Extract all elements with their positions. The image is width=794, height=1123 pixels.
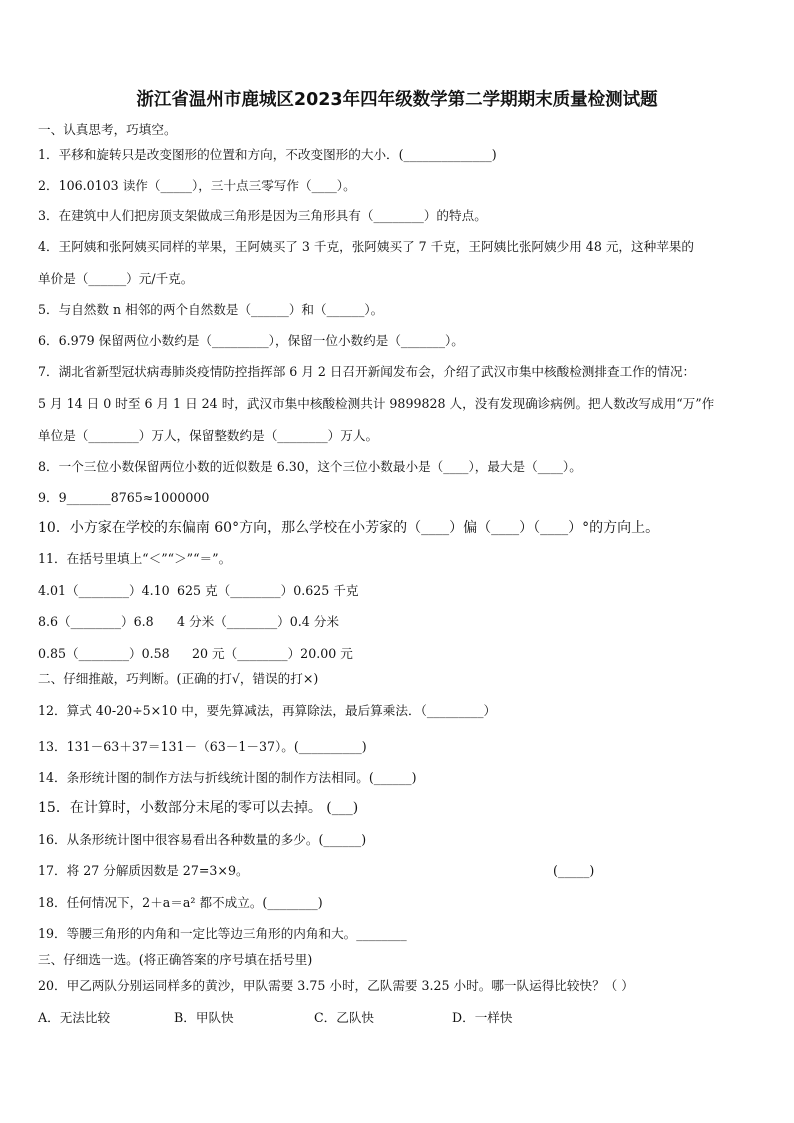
question-19: 19．等腰三角形的内角和一定比等边三角形的内角和大。________ [38,926,407,941]
question-9: 9．9_______8765≈1000000 [38,490,210,505]
question-2: 2．106.0103 读作（_____），三十点三零写作（____）。 [38,178,356,193]
question-18: 18．任何情况下，2＋a＝a² 都不成立。(________) [38,895,323,910]
question-20-options [38,1010,512,1026]
section-2-heading: 二、仔细推敲，巧判断。(正确的打√，错误的打×) [38,671,319,686]
question-8: 8．一个三位小数保留两位小数的近似数是 6.30，这个三位小数最小是（____），最大是（____）。 [38,459,582,474]
question-12: 12．算式 40-20÷5×10 中，要先算减法，再算除法，最后算乘法．（_________） [38,703,497,718]
question-11-row-2b: 4 分米（________）0.4 分米 [177,614,339,629]
question-17-answer-blank: (_____) [553,863,595,878]
question-17: 17．将 27 分解质因数是 27=3×9。 [38,863,249,878]
question-14: 14．条形统计图的制作方法与折线统计图的制作方法相同。(______) [38,770,417,785]
option-d: D．一样快 [452,1010,513,1025]
question-7-line-2: 5 月 14 日 0 时至 6 月 1 日 24 时，武汉市集中核酸检测共计 9899828 人，没有发现确诊病例。把人数改写成用“万”作 [38,396,715,411]
question-7-line-1: 7．湖北省新型冠状病毒肺炎疫情防控指挥部 6 月 2 日召开新闻发布会，介绍了武汉市集中核酸检测排查工作的情况： [38,364,696,379]
question-1: 1．平移和旋转只是改变图形的位置和方向，不改变图形的大小．(______________) [38,147,497,162]
question-5: 5．与自然数 n 相邻的两个自然数是（______）和（______）。 [38,302,384,317]
option-c: C．乙队快 [314,1010,375,1025]
question-16: 16．从条形统计图中很容易看出各种数量的多少。(______) [38,832,367,847]
question-4-line-1: 4．王阿姨和张阿姨买同样的苹果，王阿姨买了 3 千克，张阿姨买了 7 千克，王阿姨比张阿姨少用 48 元，这种苹果的 [38,239,694,254]
section-3-heading: 三、仔细选一选。(将正确答案的序号填在括号里) [38,952,313,967]
question-11-row-3b: 20 元（________）20.00 元 [192,646,353,661]
question-13: 13．131－63＋37＝131－（63－1－37）。(__________) [38,739,367,754]
question-11-row-2a: 8.6（________）6.8 [38,614,154,629]
question-11: 11．在括号里填上“＜”“＞”“＝”。 [38,551,232,566]
question-11-row-3a: 0.85（________）0.58 [38,646,170,661]
page-title: 浙江省温州市鹿城区2023年四年级数学第二学期期末质量检测试题 [136,90,658,110]
question-20: 20．甲乙两队分别运同样多的黄沙，甲队需要 3.75 小时，乙队需要 3.25 小时。哪一队运得比较快？（ ） [38,978,634,993]
question-3: 3．在建筑中人们把房顶支架做成三角形是因为三角形具有（________）的特点。 [38,208,487,223]
question-11-row-1b: 625 克（________）0.625 千克 [177,583,359,598]
question-7-line-3: 单位是（________）万人，保留整数约是（________）万人。 [38,428,379,443]
option-a: A．无法比较 [38,1010,111,1025]
question-10: 10．小方家在学校的东偏南 60°方向，那么学校在小芳家的（____）偏（____）（____）°的方向上。 [38,520,660,536]
question-6: 6．6.979 保留两位小数约是（_________），保留一位小数约是（_______）。 [38,333,464,348]
question-4-line-2: 单价是（______）元/千克。 [38,271,194,286]
section-1-heading: 一、认真思考，巧填空。 [38,122,177,137]
question-15: 15．在计算时，小数部分末尾的零可以去掉。 (___) [38,800,359,816]
option-b: B．甲队快 [174,1010,234,1025]
question-11-row-1a: 4.01（________）4.10 [38,583,170,598]
